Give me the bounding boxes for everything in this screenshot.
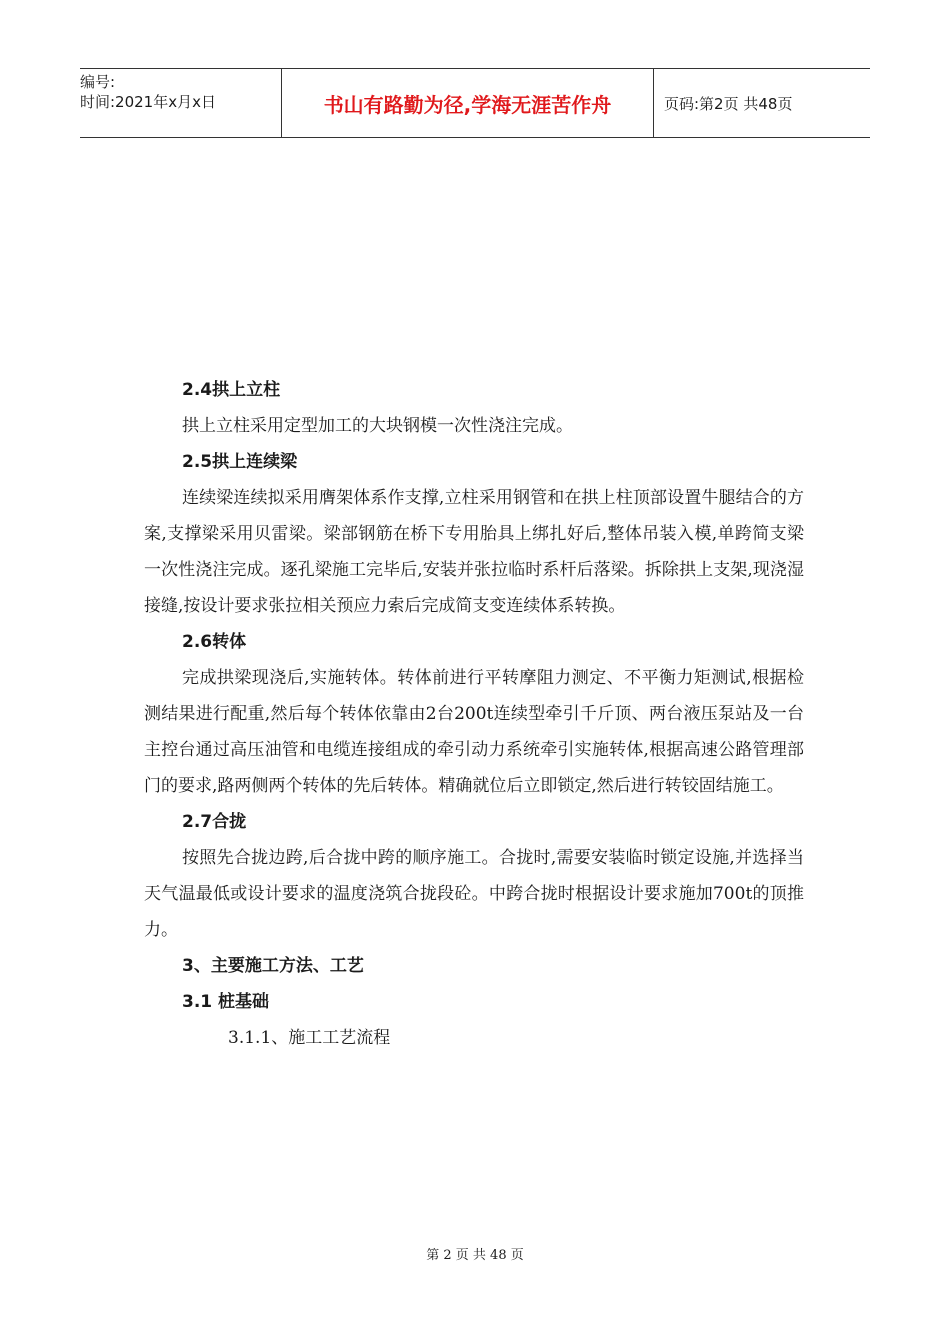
section-heading: 2.5拱上连续梁 [182, 452, 298, 472]
header-motto: 书山有路勤为径,学海无涯苦作舟 [282, 69, 654, 137]
section-paragraph: 拱上立柱采用定型加工的大块钢模一次性浇注完成。 [182, 416, 573, 436]
section-heading: 2.4拱上立柱 [182, 380, 281, 400]
header-meta [80, 69, 282, 137]
page-header [80, 68, 870, 138]
header-page-info: 页码:第2页 共48页 [664, 94, 793, 113]
section-heading: 2.6转体 [182, 632, 247, 652]
section-paragraph: 完成拱梁现浇后,实施转体。转体前进行平转摩阻力测定、不平衡力矩测试,根据检测结果进行配重,然后每个转体依靠由2台200t连续型牵引千斤顶、两台液压泵站及一台主控台通过高压油管和电缆连接组成的牵引动力系统牵引实施转体,根据高速公路管理部门的要求,路两侧两个转体的先后转体。精确就位后立即锁定,然后进行转铰固结施工。 [144, 668, 804, 796]
section-paragraph: 按照先合拢边跨,后合拢中跨的顺序施工。合拢时,需要安装临时锁定设施,并选择当天气温最低或设计要求的温度浇筑合拢段砼。中跨合拢时根据设计要求施加700t的顶推力。 [144, 848, 804, 940]
document-time: 时间:2021年x月x日 [80, 93, 216, 111]
page-footer: 第 2 页 共 48 页 [426, 1248, 524, 1263]
section-3-1-1-heading: 3.1.1、施工工艺流程 [228, 1028, 391, 1048]
section-paragraph: 连续梁连续拟采用膺架体系作支撑,立柱采用钢管和在拱上柱顶部设置牛腿结合的方案,支撑梁采用贝雷梁。梁部钢筋在桥下专用胎具上绑扎好后,整体吊装入模,单跨简支梁一次性浇注完成。逐孔梁施工完毕后,安装并张拉临时系杆后落梁。拆除拱上支架,现浇湿接缝,按设计要求张拉相关预应力索后完成简支变连续体系转换。 [144, 488, 804, 616]
section-3-heading: 3、主要施工方法、工艺 [182, 956, 364, 976]
section-3-1-heading: 3.1 桩基础 [182, 992, 270, 1012]
document-number: 编号: [80, 73, 116, 91]
section-heading: 2.7合拢 [182, 812, 247, 832]
document-body [144, 372, 804, 1056]
